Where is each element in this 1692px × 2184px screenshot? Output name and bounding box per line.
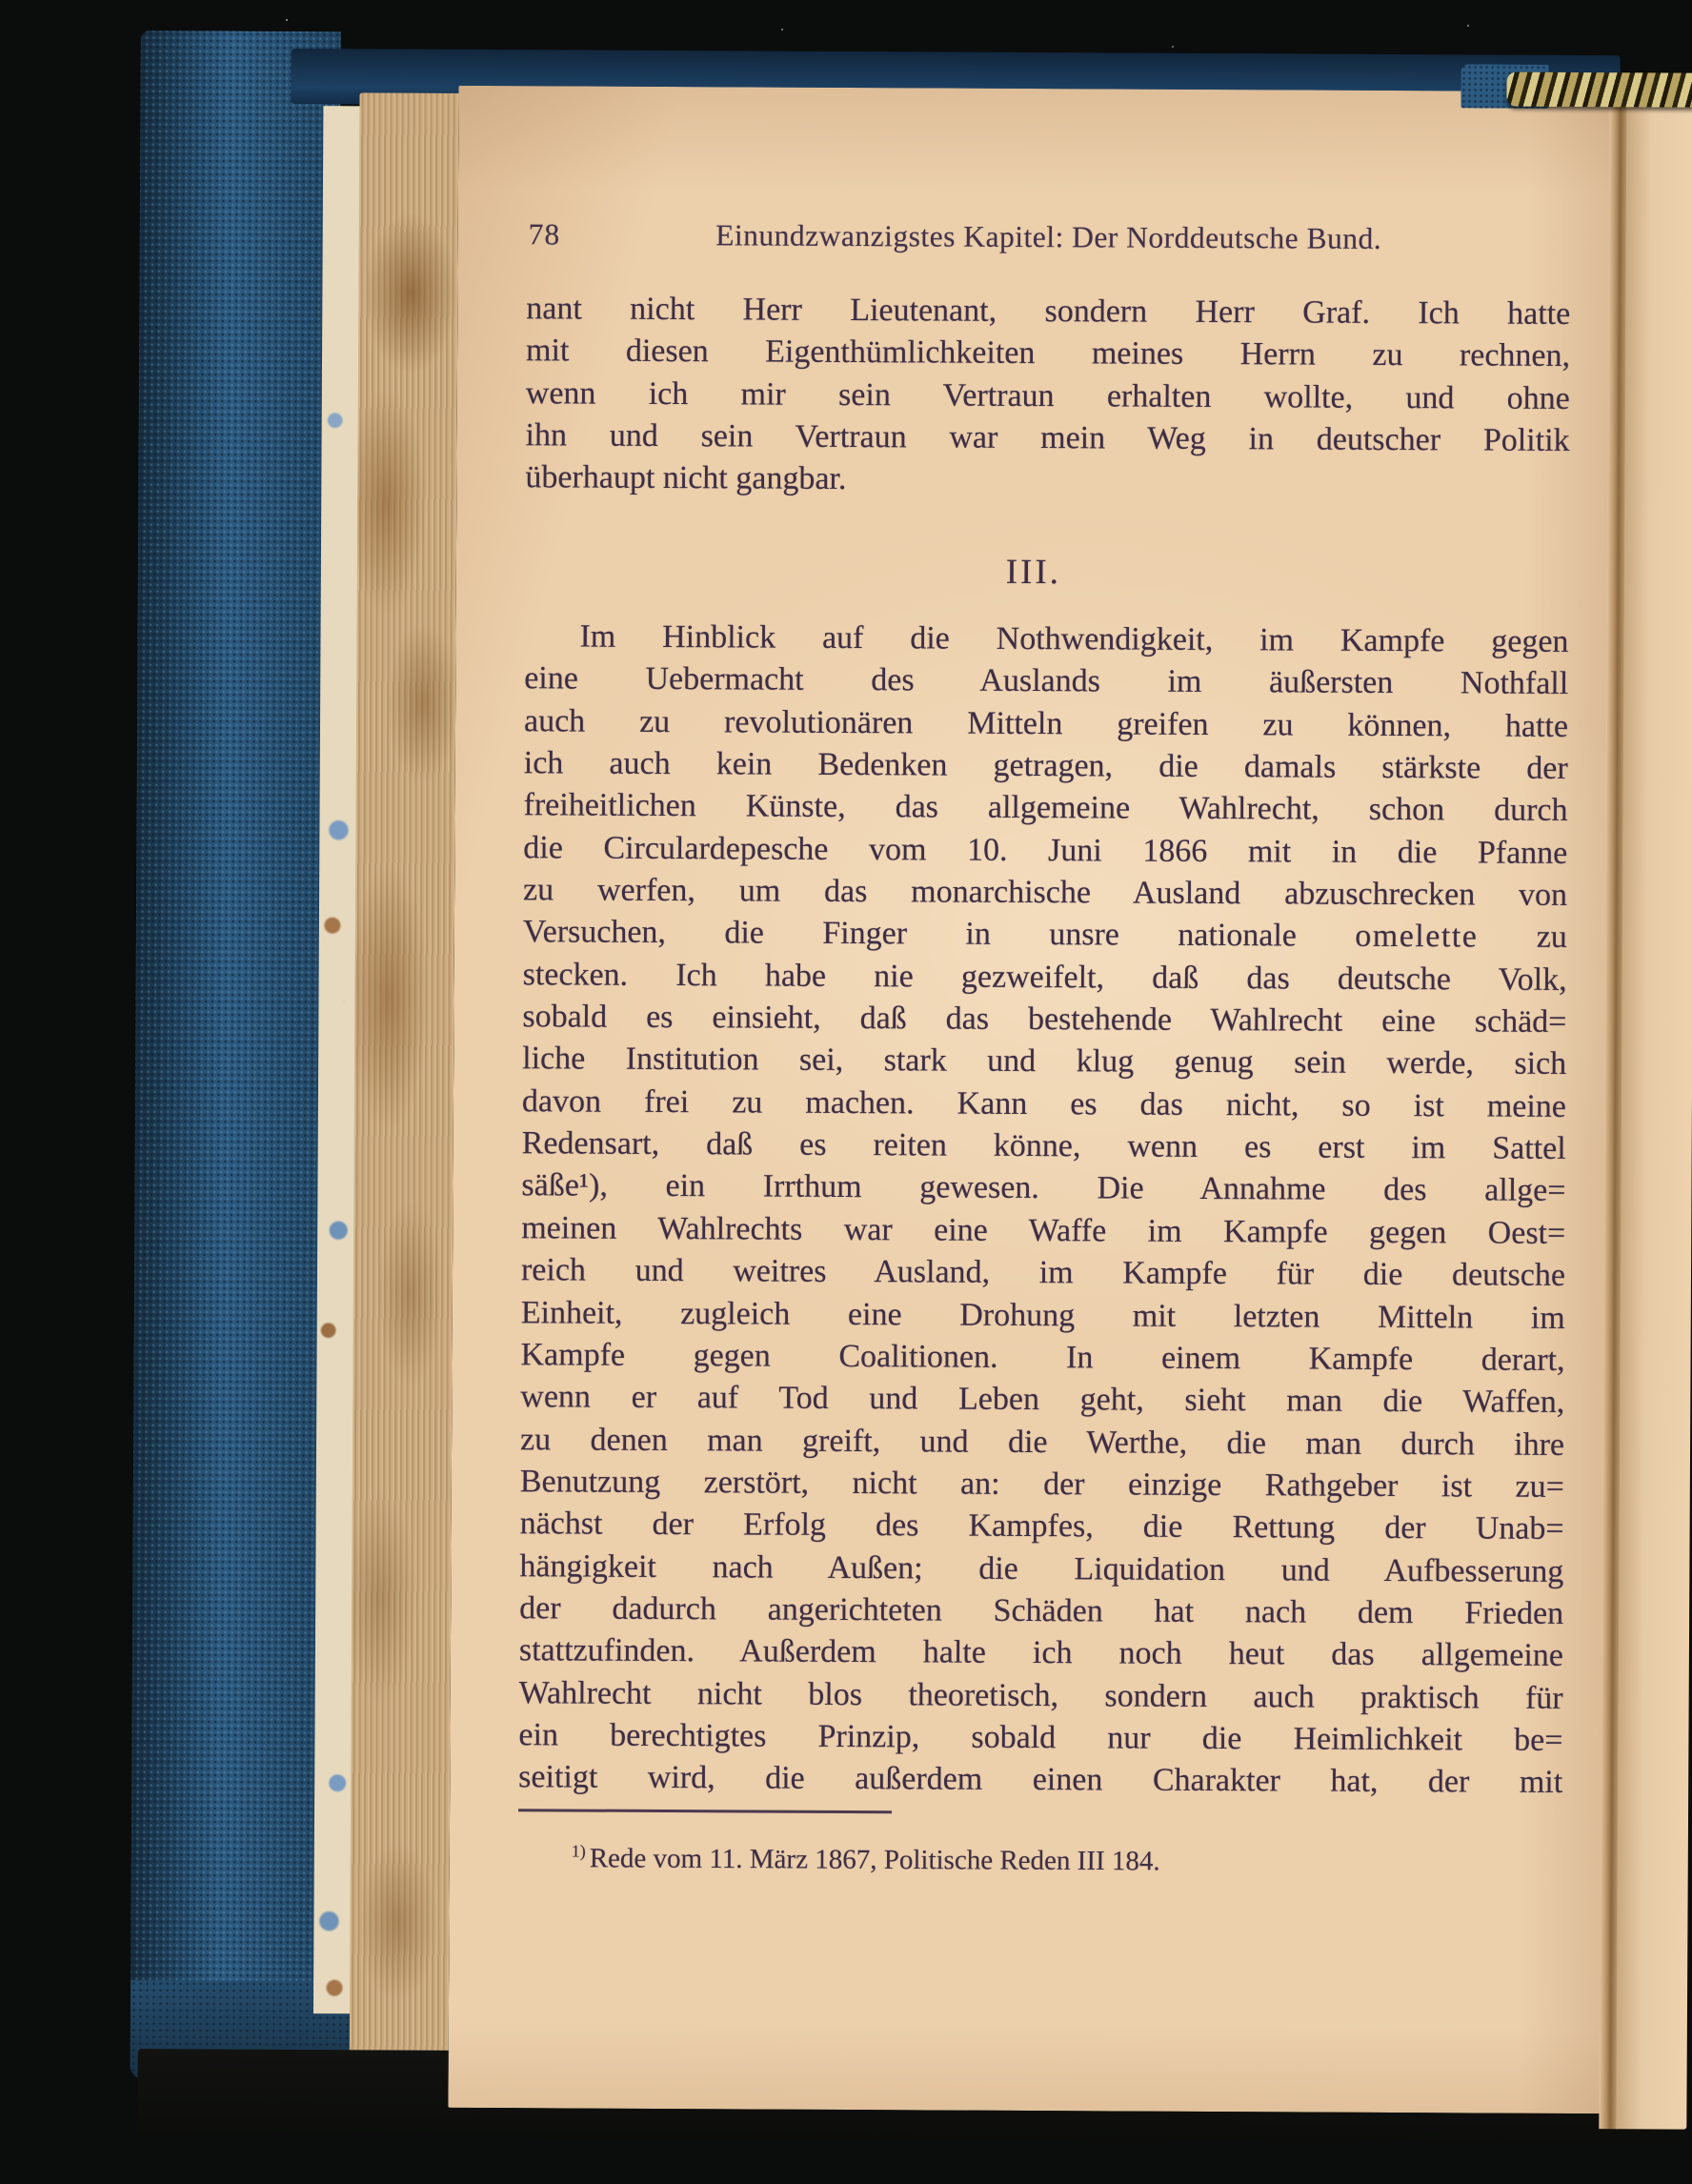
section-body-paragraph [518, 616, 1568, 1804]
text-line: Im Hinblick auf die Nothwendigkeit, im Kampfe gegen [579, 618, 1569, 659]
text-line: sobald es einsieht, daß das bestehende Wahlrecht eine schäd= [522, 999, 1567, 1041]
text-line: nächst der Erfolg des Kampfes, die Rettung der Unab= [519, 1506, 1564, 1547]
book-page [448, 86, 1613, 2113]
text-line: mit diesen Eigenthümlichkeiten meines Herrn zu rechnen, [525, 333, 1571, 374]
text-line: eine Uebermacht des Auslands im äußersten Nothfall [524, 660, 1569, 702]
right-page-sliver [1616, 88, 1692, 2129]
text-line: auch zu revolutionären Mitteln greifen zu können, hatte [523, 702, 1569, 744]
footnote-marker: 1) [571, 1841, 586, 1861]
text-line: wenn ich mir sein Vertraun erhalten wollte, und ohne [525, 374, 1570, 416]
text-line: zu denen man greift, und die Werthe, die man durch ihre [519, 1421, 1565, 1463]
text-line: der dadurch angerichteten Schäden hat nach dem Frieden [519, 1590, 1564, 1631]
text-line: Redensart, daß es reiten könne, wenn es erst im Sattel [521, 1125, 1566, 1167]
text-line: reich und weitres Ausland, im Kampfe für die deutsche [520, 1252, 1566, 1294]
text-line: Wahlrecht nicht blos theoretisch, sondern auch praktisch für [518, 1674, 1563, 1716]
text-line: seitigt wird, die außerdem einen Charakter hat, der mit [518, 1759, 1563, 1801]
dust-specks [286, 19, 288, 21]
footnote [518, 1831, 1562, 1882]
text-line: Versuchen, die Finger in unsre nationale omelette zu [522, 914, 1567, 956]
paragraph-continuation [525, 288, 1570, 504]
page-number: 78 [528, 217, 561, 252]
text-line: liche Institution sei, stark und klug genug sein werde, sich [522, 1041, 1567, 1082]
text-line: freiheitlichen Künste, das allgemeine Wahlrecht, schon durch [523, 787, 1568, 829]
antiqua-word: omelette [1355, 919, 1479, 955]
text-line: davon frei zu machen. Kann es das nicht, so ist meine [521, 1083, 1567, 1124]
text-line: Benutzung zerstört, nicht an: der einzige Rathgeber ist zu= [519, 1464, 1564, 1505]
footnote-text: Rede vom 11. März 1867, Politische Reden III 184. [589, 1843, 1160, 1877]
text-line: Kampfe gegen Coalitionen. In einem Kampfe derart, [520, 1337, 1565, 1378]
book-cover-cloth [131, 30, 341, 2080]
text-line: ein berechtigtes Prinzip, sobald nur die Heimlichkeit be= [518, 1717, 1563, 1758]
text-line: zu werfen, um das monarchische Ausland abzuschrecken von [523, 872, 1568, 914]
text-line: überhaupt nicht gangbar. [525, 459, 847, 497]
section-heading: III. [1005, 552, 1062, 593]
text-line: die Circulardepesche vom 10. Juni 1866 mit in die Pfanne [523, 829, 1568, 871]
text-line: säße¹), ein Irrthum gewesen. Die Annahme des allge= [521, 1167, 1566, 1209]
text-line: wenn er auf Tod und Leben geht, sieht man die Waffen, [520, 1379, 1565, 1421]
text-line: ich auch kein Bedenken getragen, die damals stärkste der [523, 745, 1568, 786]
text-line: stattzufinden. Außerdem halte ich noch heut das allgemeine [518, 1632, 1564, 1674]
text-line: nant nicht Herr Lieutenant, sondern Herr Graf. Ich hatte [526, 291, 1571, 332]
page-header [527, 217, 1571, 263]
text-line: ihn und sein Vertraun war mein Weg in deutscher Politik [525, 417, 1570, 458]
footnote-separator-rule [518, 1809, 892, 1813]
text-line: stecken. Ich habe nie gezweifelt, daß das deutsche Volk, [522, 956, 1567, 998]
page-block-fore-edge [350, 92, 459, 2058]
text-line: meinen Wahlrechts war eine Waffe im Kampfe gegen Oest= [521, 1210, 1566, 1251]
text-line: Einheit, zugleich eine Drohung mit letzten Mitteln im [520, 1294, 1565, 1336]
headband-weave [1506, 72, 1692, 108]
text-line: hängigkeit nach Außen; die Liquidation und Aufbesserung [519, 1547, 1564, 1589]
running-chapter-title: Einundzwanzigstes Kapitel: Der Norddeutsche Bund. [715, 218, 1382, 255]
